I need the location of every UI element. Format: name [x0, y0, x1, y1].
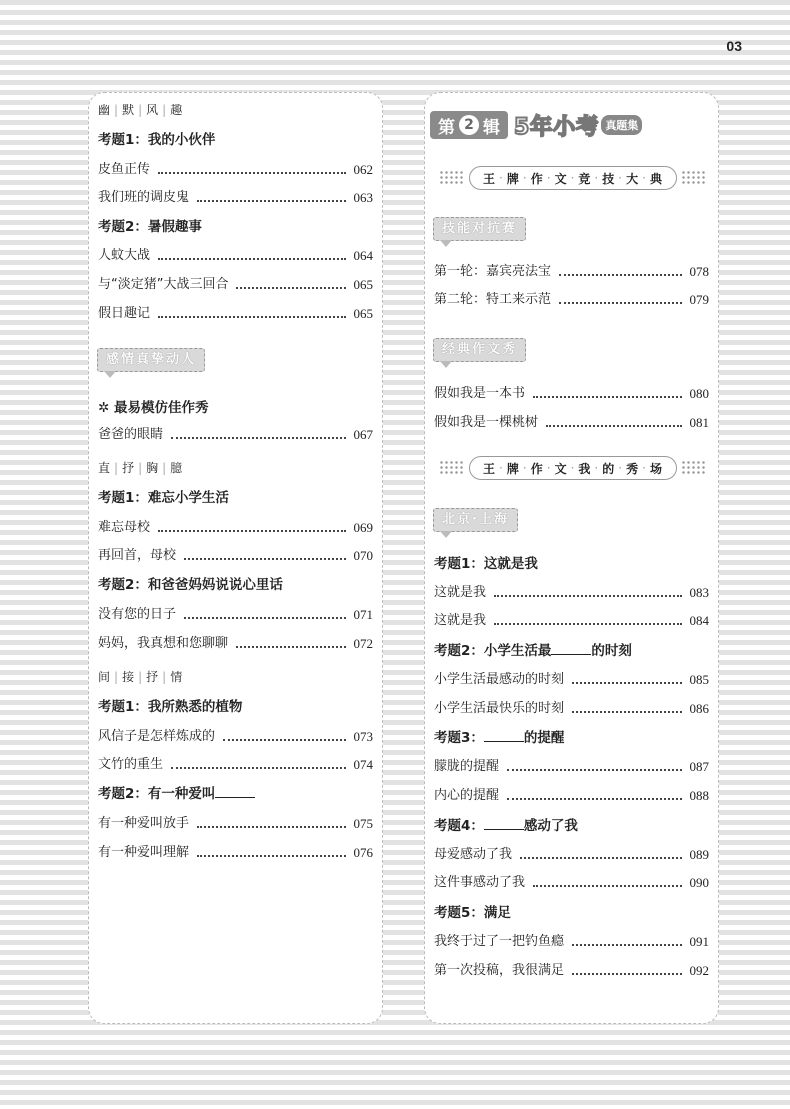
toc-entry[interactable]: 妈妈，我真想和您聊聊 072 — [98, 636, 373, 651]
topic-heading: 考题1：我的小伙伴 — [98, 132, 216, 148]
topic-heading: 考题5：满足 — [434, 905, 511, 921]
toc-entry[interactable]: 我终于过了一把钓鱼瘾 091 — [434, 934, 709, 949]
topic-heading: 考题4： 感动了我 — [434, 818, 578, 834]
topic-heading: 考题2：暑假趣事 — [98, 219, 202, 235]
toc-entry[interactable]: 再回首，母校 070 — [98, 548, 373, 563]
topic-heading: 考题1：难忘小学生活 — [98, 490, 229, 506]
toc-entry[interactable]: 小学生活最感动的时刻 085 — [434, 672, 709, 687]
toc-entry[interactable]: 第二轮：特工来示范 079 — [434, 292, 709, 307]
toc-entry[interactable]: 这就是我 084 — [434, 613, 709, 628]
toc-entry[interactable]: 人蚊大战 064 — [98, 248, 373, 263]
section-tag: 感情真挚动人 — [97, 348, 205, 372]
volume-banner — [430, 109, 642, 141]
volume-badge: 真题集 — [601, 115, 642, 135]
volume-title: 5年小考 — [514, 114, 600, 140]
toc-right-column — [424, 92, 719, 1024]
topic-heading: 考题2：有一种爱叫 — [98, 785, 255, 803]
toc-entry[interactable]: 假如我是一本书 080 — [434, 386, 709, 401]
toc-entry[interactable]: 风信子是怎样炼成的 073 — [98, 729, 373, 744]
section-pill: 王 · 牌 · 作 · 文 · 竞 · 技 · 大 · 典 — [439, 165, 707, 191]
topic-heading: 考题1：这就是我 — [434, 556, 538, 572]
toc-left-column — [88, 92, 383, 1024]
star-heading: ✲ 最易模仿佳作秀 — [98, 400, 209, 416]
toc-entry[interactable]: 这件事感动了我 090 — [434, 875, 709, 890]
section-heading-indirect: 间 | 接 | 抒 | 情 — [98, 670, 184, 684]
topic-heading: 考题1：我所熟悉的植物 — [98, 699, 243, 715]
toc-entry[interactable]: 小学生活最快乐的时刻 086 — [434, 701, 709, 716]
volume-label: 第 2 辑 — [430, 111, 508, 139]
toc-entry[interactable]: 与“淡定猪”大战三回合 065 — [98, 277, 373, 292]
toc-entry[interactable]: 第一次投稿，我很满足 092 — [434, 963, 709, 978]
section-heading-humor: 幽 | 默 | 风 | 趣 — [98, 103, 184, 117]
page-number: 03 — [726, 38, 742, 54]
toc-entry[interactable]: 文竹的重生 074 — [98, 757, 373, 772]
toc-entry[interactable]: 皮鱼正传 062 — [98, 162, 373, 177]
toc-entry[interactable]: 假日趣记 065 — [98, 306, 373, 321]
toc-entry[interactable]: 这就是我 083 — [434, 585, 709, 600]
toc-entry[interactable]: 假如我是一棵桃树 081 — [434, 415, 709, 430]
toc-entry[interactable]: 有一种爱叫理解 076 — [98, 845, 373, 860]
toc-entry[interactable]: 我们班的调皮鬼 063 — [98, 190, 373, 205]
toc-entry[interactable]: 第一轮：嘉宾亮法宝 078 — [434, 264, 709, 279]
topic-heading: 考题2：和爸爸妈妈说说心里话 — [98, 577, 283, 593]
toc-entry[interactable]: 难忘母校 069 — [98, 520, 373, 535]
toc-entry[interactable]: 朦胧的提醒 087 — [434, 759, 709, 774]
topic-heading: 考题3： 的提醒 — [434, 730, 565, 746]
section-tag: 经典作文秀 — [433, 338, 526, 362]
section-heading-direct: 直 | 抒 | 胸 | 臆 — [98, 461, 184, 475]
section-pill: 王 · 牌 · 作 · 文 · 我 · 的 · 秀 · 场 — [439, 455, 707, 481]
toc-entry[interactable]: 爸爸的眼睛 067 — [98, 427, 373, 442]
section-tag: 北京·上海 — [433, 508, 518, 532]
topic-heading: 考题2：小学生活最 的时刻 — [434, 643, 632, 659]
section-tag: 技能对抗赛 — [433, 217, 526, 241]
gear-icon: ✲ — [98, 400, 110, 416]
toc-entry[interactable]: 没有您的日子 071 — [98, 607, 373, 622]
toc-entry[interactable]: 有一种爱叫放手 075 — [98, 816, 373, 831]
toc-entry[interactable]: 母爱感动了我 089 — [434, 847, 709, 862]
toc-entry[interactable]: 内心的提醒 088 — [434, 788, 709, 803]
